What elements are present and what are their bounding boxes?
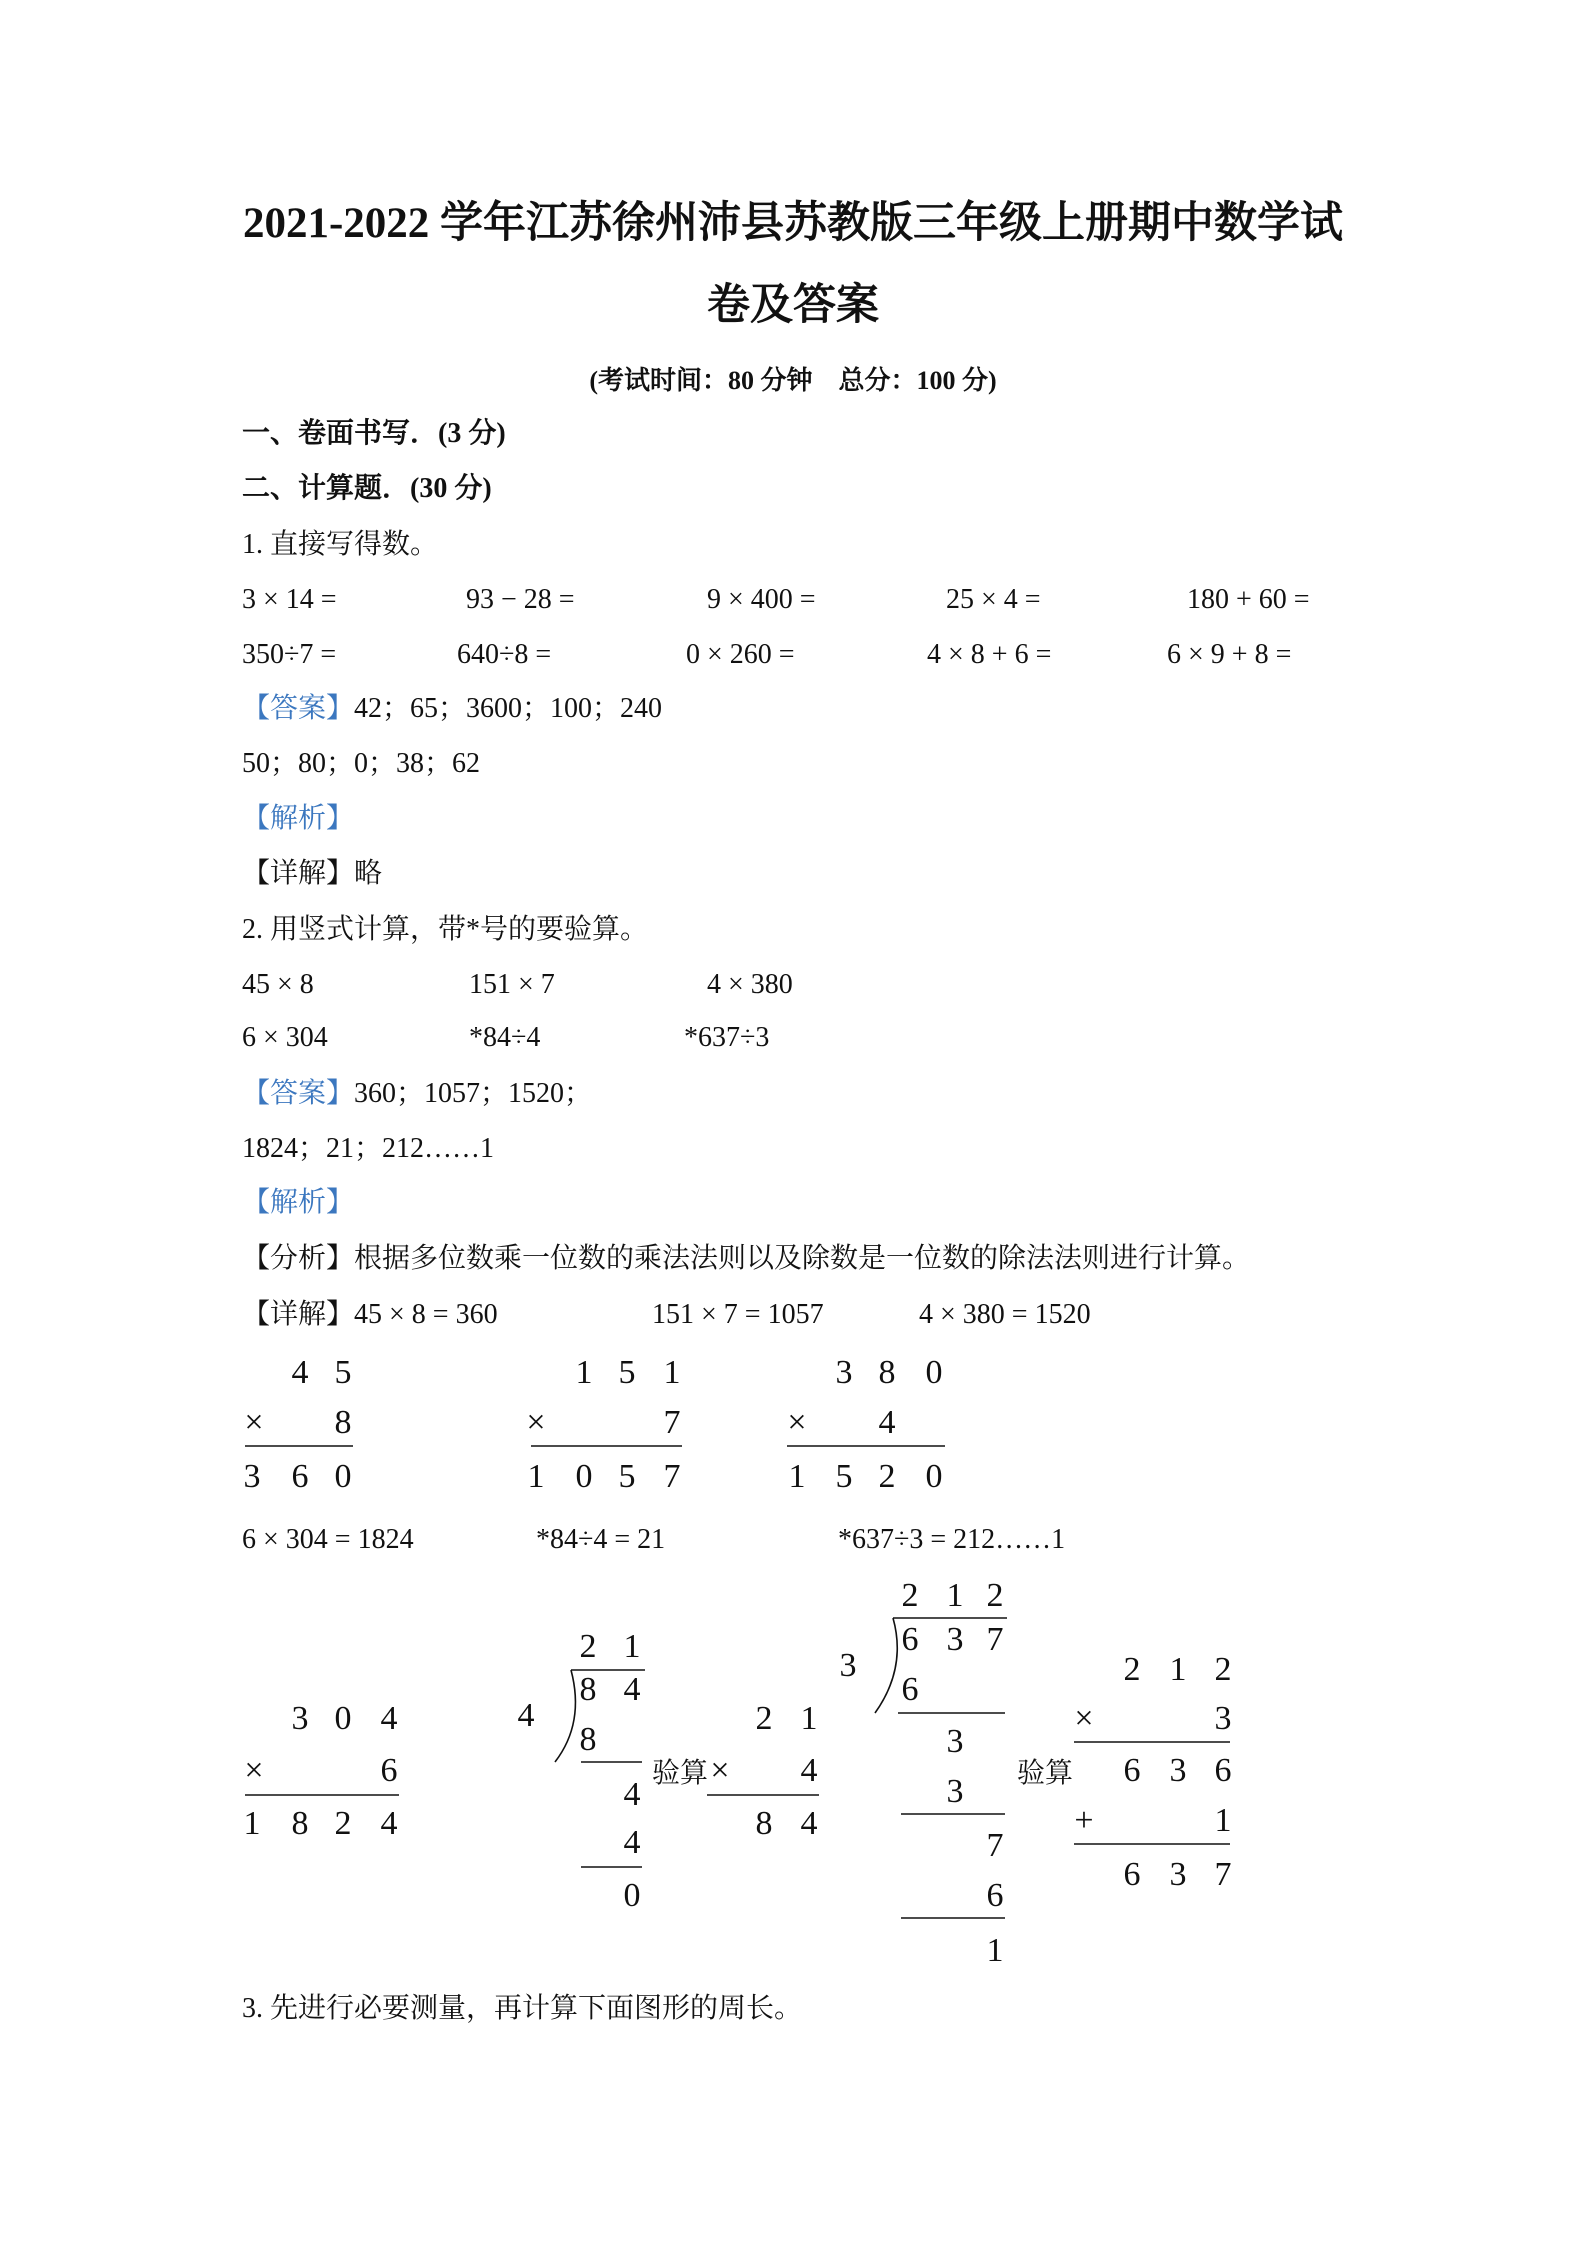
digit: 1 (788, 1458, 806, 1495)
q2-problem: 151 × 7 (469, 969, 555, 1000)
step-digit: 7 (986, 1827, 1004, 1864)
step-digit: 3 (946, 1773, 964, 1810)
digit: 6 (1214, 1752, 1232, 1789)
dividend-digit: 4 (623, 1671, 641, 1708)
detail-tag: 【详解】 (242, 1299, 355, 1330)
digit: 0 (334, 1458, 352, 1495)
digit: 1 (663, 1354, 681, 1391)
detail-equation: *84÷4 = 21 (536, 1524, 666, 1555)
q1-problem: 93 − 28 = (466, 584, 575, 615)
remainder-digit: 0 (623, 1877, 641, 1914)
q1-answer-values-line2: 50；80；0；38；62 (242, 748, 481, 779)
digit: 2 (334, 1805, 352, 1842)
detail-equation: 151 × 7 = 1057 (652, 1299, 824, 1330)
section1-heading: 一、卷面书写．(3 分) (242, 418, 506, 449)
q2-problem: 4 × 380 (707, 969, 793, 1000)
q2-problem: 45 × 8 (242, 969, 314, 1000)
quotient-digit: 2 (986, 1577, 1004, 1614)
digit: 2 (1214, 1651, 1232, 1688)
q1-answer-line (242, 691, 662, 727)
analysis-subtag: 【分析】 (242, 1243, 355, 1274)
digit: 7 (1214, 1856, 1232, 1893)
digit: 0 (925, 1354, 943, 1391)
dividend-digit: 8 (579, 1671, 597, 1708)
answer-tag: 【答案】 (242, 693, 355, 724)
q2-answer-line (242, 1076, 592, 1112)
multiply-sign: × (526, 1404, 546, 1441)
q2-prompt: 2. 用竖式计算，带*号的要验算。 (242, 914, 649, 945)
digit: 6 (380, 1752, 398, 1789)
digit: 0 (925, 1458, 943, 1495)
exam-title-line1: 2021-2022 学年江苏徐州沛县苏教版三年级上册期中数学试 (242, 200, 1344, 247)
step-digit: 8 (579, 1721, 597, 1758)
digit: 0 (334, 1700, 352, 1737)
q1-prompt: 1. 直接写得数。 (242, 529, 439, 560)
digit: 1 (1214, 1802, 1232, 1839)
digit: 3 (1169, 1752, 1187, 1789)
digit: 3 (243, 1458, 261, 1495)
q2-problem: 6 × 304 (242, 1022, 328, 1053)
digit: 3 (1214, 1700, 1232, 1737)
q2-problem: *84÷4 (469, 1022, 541, 1053)
digit: 6 (1123, 1752, 1141, 1789)
dividend-digit: 7 (986, 1621, 1004, 1658)
q2-detail-line (242, 1297, 498, 1333)
divisor: 4 (517, 1697, 535, 1734)
q1-problem: 6 × 9 + 8 = (1167, 639, 1292, 670)
dividend-digit: 6 (901, 1621, 919, 1658)
digit: 1 (575, 1354, 593, 1391)
quotient-digit: 1 (946, 1577, 964, 1614)
digit: 6 (291, 1458, 309, 1495)
q2-problem: *637÷3 (684, 1022, 770, 1053)
q2-answer-values: 360；1057；1520； (354, 1078, 593, 1109)
digit: 3 (835, 1354, 853, 1391)
q1-problem: 3 × 14 = (242, 584, 337, 615)
q3-prompt: 3. 先进行必要测量，再计算下面图形的周长。 (242, 1993, 803, 2024)
multiply-sign: × (1074, 1700, 1094, 1737)
section2-heading: 二、计算题．(30 分) (242, 473, 492, 504)
q1-problem: 9 × 400 = (707, 584, 816, 615)
multiply-sign: × (244, 1752, 264, 1789)
step-digit: 3 (946, 1723, 964, 1760)
digit: 5 (618, 1458, 636, 1495)
divisor: 3 (839, 1647, 857, 1684)
q1-problem: 25 × 4 = (946, 584, 1041, 615)
analysis-tag: 【解析】 (242, 803, 355, 834)
multiply-sign: × (244, 1404, 264, 1441)
digit: 4 (878, 1404, 896, 1441)
digit: 8 (291, 1805, 309, 1842)
digit: 2 (755, 1700, 773, 1737)
q1-problem: 4 × 8 + 6 = (927, 639, 1052, 670)
q1-detail-line (242, 856, 382, 892)
multiply-sign: × (787, 1404, 807, 1441)
digit: 8 (878, 1354, 896, 1391)
q2-analysis-line (242, 1241, 1250, 1277)
q2-answer-values-line2: 1824；21；212……1 (242, 1133, 495, 1164)
digit: 2 (1123, 1651, 1141, 1688)
plus-sign: + (1074, 1802, 1094, 1839)
detail-tag: 【详解】 (242, 858, 355, 889)
quotient-digit: 2 (579, 1628, 597, 1665)
digit: 1 (527, 1458, 545, 1495)
q2-analysis-text: 根据多位数乘一位数的乘法法则以及除数是一位数的除法法则进行计算。 (354, 1243, 1251, 1274)
step-digit: 6 (986, 1877, 1004, 1914)
digit: 1 (1169, 1651, 1187, 1688)
answer-tag: 【答案】 (242, 1078, 355, 1109)
digit: 3 (291, 1700, 309, 1737)
detail-equation: 6 × 304 = 1824 (242, 1524, 414, 1555)
digit: 5 (835, 1458, 853, 1495)
step-digit: 4 (623, 1776, 641, 1813)
step-digit: 4 (623, 1824, 641, 1861)
digit: 8 (755, 1805, 773, 1842)
q1-answer-values: 42；65；3600；100；240 (354, 693, 663, 724)
analysis-tag: 【解析】 (242, 1187, 355, 1218)
q1-problem: 640÷8 = (457, 639, 552, 670)
detail-equation: 45 × 8 = 360 (354, 1299, 498, 1330)
q1-problem: 180 + 60 = (1187, 584, 1310, 615)
digit: 2 (878, 1458, 896, 1495)
step-digit: 6 (901, 1671, 919, 1708)
dividend-digit: 3 (946, 1621, 964, 1658)
digit: 4 (380, 1700, 398, 1737)
q1-detail-text: 略 (354, 858, 383, 889)
remainder-digit: 1 (986, 1932, 1004, 1969)
digit: 7 (663, 1404, 681, 1441)
digit: 4 (800, 1805, 818, 1842)
digit: 3 (1169, 1856, 1187, 1893)
digit: 8 (334, 1404, 352, 1441)
digit: 7 (663, 1458, 681, 1495)
digit: 4 (800, 1752, 818, 1789)
digit: 1 (243, 1805, 261, 1842)
digit: 5 (334, 1354, 352, 1391)
digit: 4 (380, 1805, 398, 1842)
detail-equation: *637÷3 = 212……1 (838, 1524, 1066, 1555)
quotient-digit: 2 (901, 1577, 919, 1614)
detail-equation: 4 × 380 = 1520 (919, 1299, 1091, 1330)
exam-info: (考试时间：80 分钟 总分：100 分) (589, 366, 997, 395)
digit: 4 (291, 1354, 309, 1391)
digit: 0 (575, 1458, 593, 1495)
q1-problem: 350÷7 = (242, 639, 337, 670)
check-label: 验算 (1017, 1758, 1074, 1789)
digit: 6 (1123, 1856, 1141, 1893)
digit: 5 (618, 1354, 636, 1391)
multiply-sign: × (710, 1752, 730, 1789)
quotient-digit: 1 (623, 1628, 641, 1665)
check-label: 验算 (652, 1758, 709, 1789)
q1-problem: 0 × 260 = (686, 639, 795, 670)
digit: 1 (800, 1700, 818, 1737)
exam-title-line2: 卷及答案 (707, 282, 879, 329)
